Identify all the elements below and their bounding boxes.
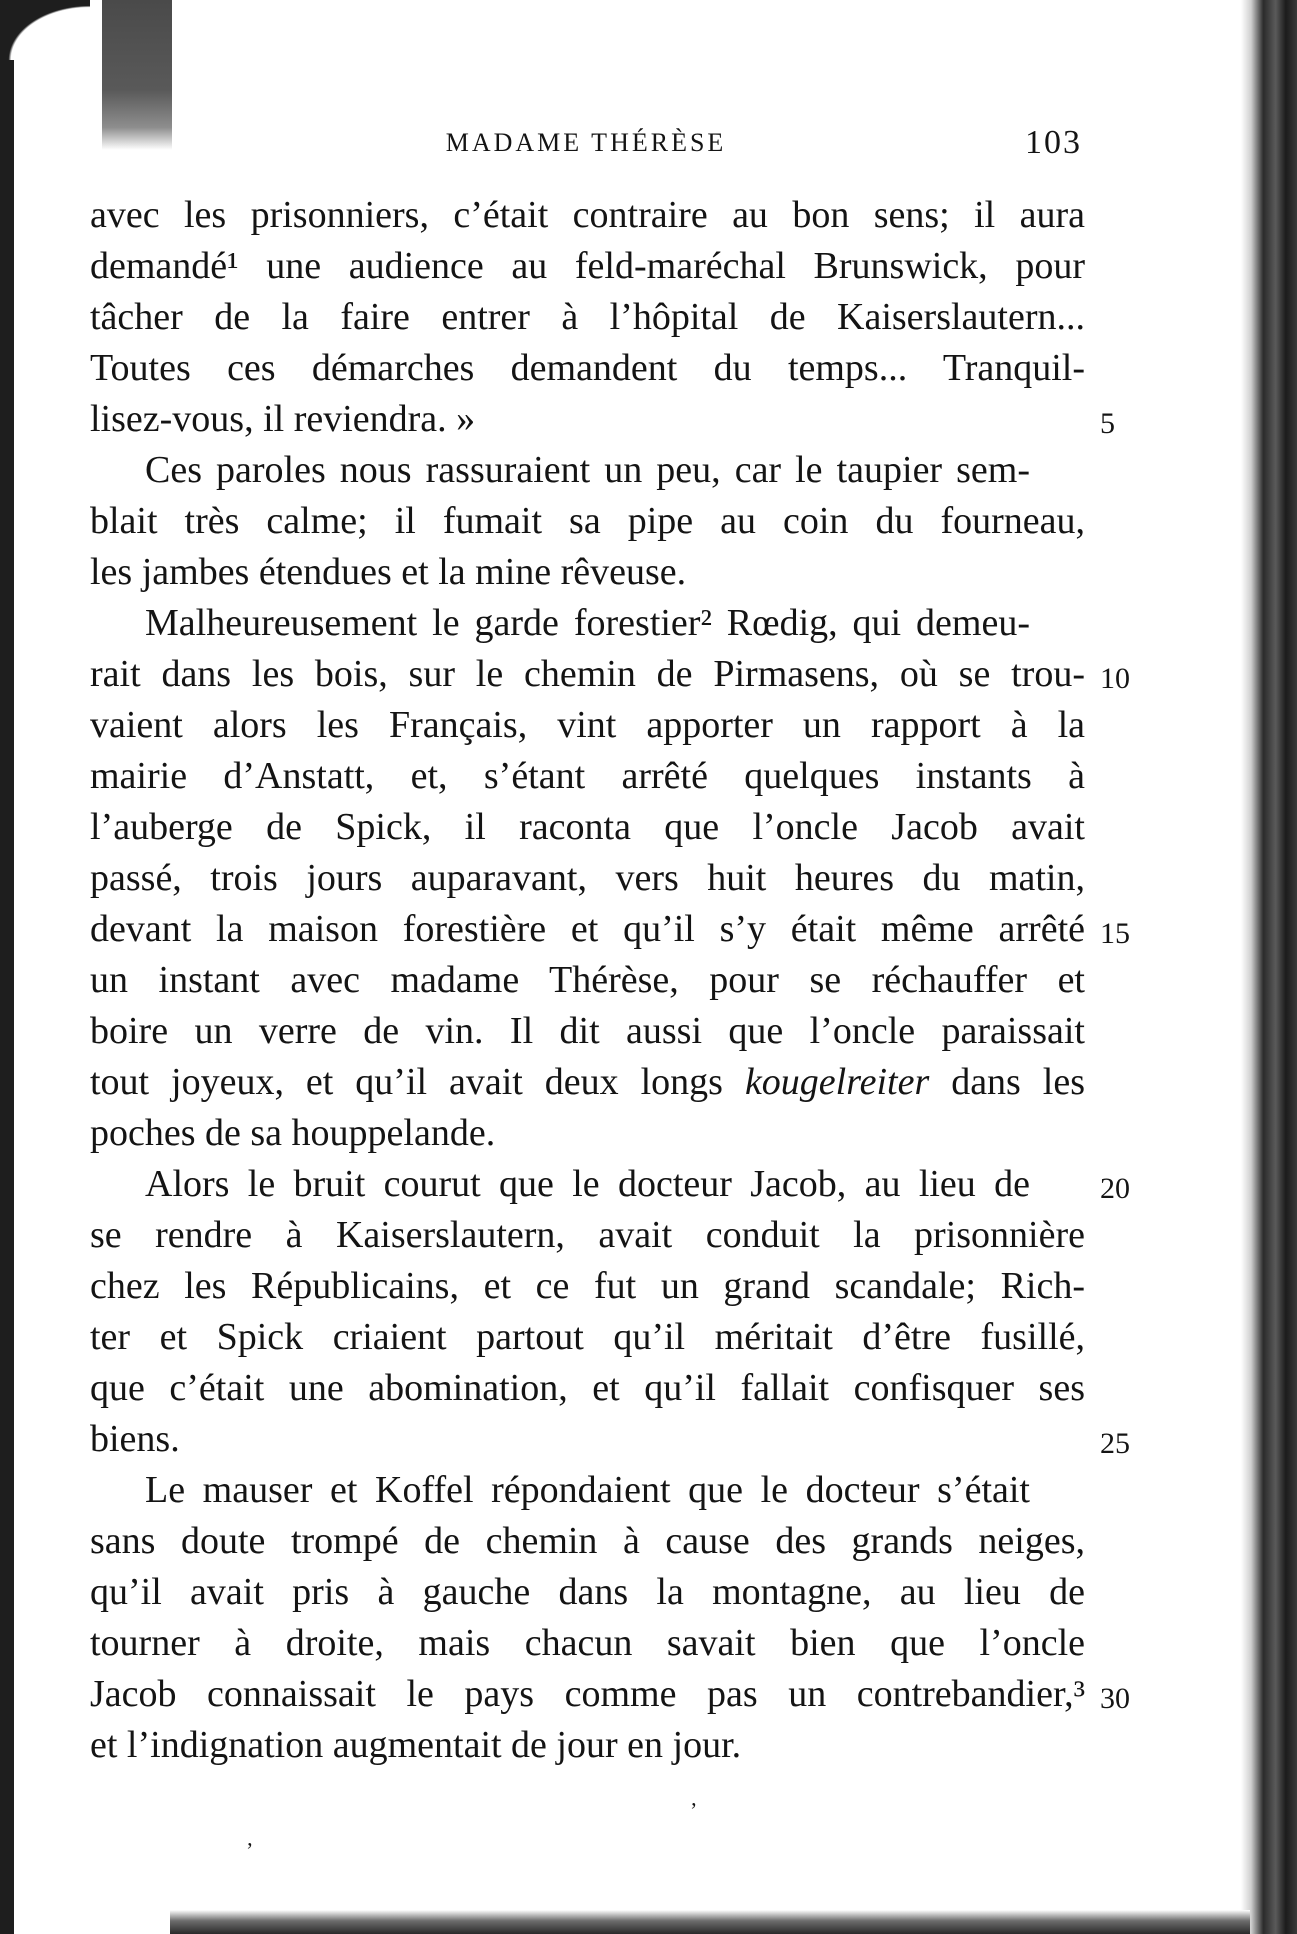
- line-number: 15: [1100, 917, 1130, 950]
- text-line: [90, 1414, 1130, 1465]
- text-line: [90, 292, 1085, 343]
- text-line: [90, 1210, 1085, 1261]
- text-line: [90, 241, 1085, 292]
- text-line: [90, 394, 1115, 445]
- line-text: devant la maison forestière et qu’il s’y était même arrêté: [90, 908, 1085, 950]
- text-line: [90, 598, 1085, 649]
- line-number: 5: [1100, 407, 1115, 440]
- line-text: Toutes ces démarches demandent du temps... Tranquil-: [90, 347, 1085, 389]
- body-text: [90, 190, 1130, 1771]
- line-text: Alors le bruit courut que le docteur Jacob, au lieu de: [145, 1163, 1030, 1205]
- text-line: [90, 1618, 1085, 1669]
- text-line: [90, 1057, 1085, 1108]
- line-text: rait dans les bois, sur le chemin de Pirmasens, où se trou-: [90, 653, 1085, 695]
- line-text: ter et Spick criaient partout qu’il méritait d’être fusillé,: [90, 1316, 1085, 1358]
- line-text: tout joyeux, et qu’il avait deux longs kougelreiter dans les: [90, 1061, 1086, 1103]
- line-text: l’auberge de Spick, il raconta que l’oncle Jacob avait: [90, 806, 1085, 848]
- text-line: [90, 853, 1085, 904]
- text-line: [90, 190, 1085, 241]
- line-text: les jambes étendues et la mine rêveuse.: [90, 551, 687, 593]
- line-text: que c’était une abomination, et qu’il fallait confisquer ses: [90, 1367, 1085, 1409]
- text-line: [90, 1006, 1085, 1057]
- text-line: [90, 1567, 1085, 1618]
- text-line: [90, 1261, 1085, 1312]
- ink-speck: ʼ: [690, 1798, 698, 1823]
- line-text: demandé¹ une audience au feld-maréchal Brunswick, pour: [90, 245, 1085, 287]
- line-text: tourner à droite, mais chacun savait bien que l’oncle: [90, 1622, 1085, 1664]
- text-line: [90, 496, 1085, 547]
- italic-word: kougelreiter: [744, 1061, 930, 1103]
- line-number: 30: [1100, 1682, 1130, 1715]
- text-line: [90, 1159, 1130, 1210]
- line-text: tâcher de la faire entrer à l’hôpital de Kaiserslautern...: [90, 296, 1085, 338]
- text-line: [90, 1669, 1130, 1720]
- text-line: [90, 1465, 1085, 1516]
- text-line: [90, 1108, 1085, 1159]
- line-text: vaient alors les Français, vint apporter un rapport à la: [90, 704, 1085, 746]
- text-line: [90, 955, 1085, 1006]
- line-text: boire un verre de vin. Il dit aussi que l’oncle paraissait: [90, 1010, 1085, 1052]
- text-line: [90, 802, 1085, 853]
- line-text: Ces paroles nous rassuraient un peu, car le taupier sem-: [145, 449, 1030, 491]
- running-title: MADAME THÉRÈSE: [445, 128, 727, 157]
- text-line: [90, 1363, 1085, 1414]
- page-number: 103: [1025, 124, 1082, 161]
- line-text: Le mauser et Koffel répondaient que le docteur s’était: [145, 1469, 1030, 1511]
- text-line: [90, 1516, 1085, 1567]
- line-text-continued: dans les: [929, 1061, 1086, 1103]
- scan-border-left: [0, 0, 14, 1934]
- scan-border-right: [1241, 0, 1297, 1934]
- text-line: [90, 547, 1085, 598]
- line-text: un instant avec madame Thérèse, pour se réchauffer et: [90, 959, 1085, 1001]
- line-number: 25: [1100, 1427, 1130, 1460]
- text-line: [90, 904, 1130, 955]
- line-text: blait très calme; il fumait sa pipe au coin du fourneau,: [90, 500, 1085, 542]
- text-line: [90, 649, 1130, 700]
- line-text: Jacob connaissait le pays comme pas un contrebandier,³: [90, 1673, 1085, 1715]
- line-text: biens.: [90, 1418, 180, 1460]
- scan-border-bottom: [170, 1910, 1250, 1934]
- line-text: passé, trois jours auparavant, vers huit heures du matin,: [90, 857, 1085, 899]
- text-line: [90, 1720, 1085, 1771]
- line-text: mairie d’Anstatt, et, s’étant arrêté quelques instants à: [90, 755, 1085, 797]
- text-line: [90, 343, 1085, 394]
- line-text: lisez-vous, il reviendra. »: [90, 398, 476, 440]
- line-text: se rendre à Kaiserslautern, avait conduit la prisonnière: [90, 1214, 1085, 1256]
- text-line: [90, 1312, 1085, 1363]
- ink-speck: ʼ: [246, 1838, 254, 1863]
- line-text: Malheureusement le garde forestier² Rœdig, qui demeu-: [145, 602, 1030, 644]
- text-line: [90, 700, 1085, 751]
- line-text: et l’indignation augmentait de jour en jour.: [90, 1724, 742, 1766]
- line-number: 10: [1100, 662, 1130, 695]
- scan-corner-shadow: [0, 0, 90, 60]
- text-line: [90, 445, 1085, 496]
- page-header: [90, 124, 1082, 168]
- line-text: poches de sa houppelande.: [90, 1112, 496, 1154]
- line-text: sans doute trompé de chemin à cause des grands neiges,: [90, 1520, 1085, 1562]
- line-text: avec les prisonniers, c’était contraire au bon sens; il aura: [90, 194, 1085, 236]
- line-text: chez les Républicains, et ce fut un grand scandale; Rich-: [90, 1265, 1085, 1307]
- line-number: 20: [1100, 1172, 1130, 1205]
- text-line: [90, 751, 1085, 802]
- line-text: qu’il avait pris à gauche dans la montagne, au lieu de: [90, 1571, 1085, 1613]
